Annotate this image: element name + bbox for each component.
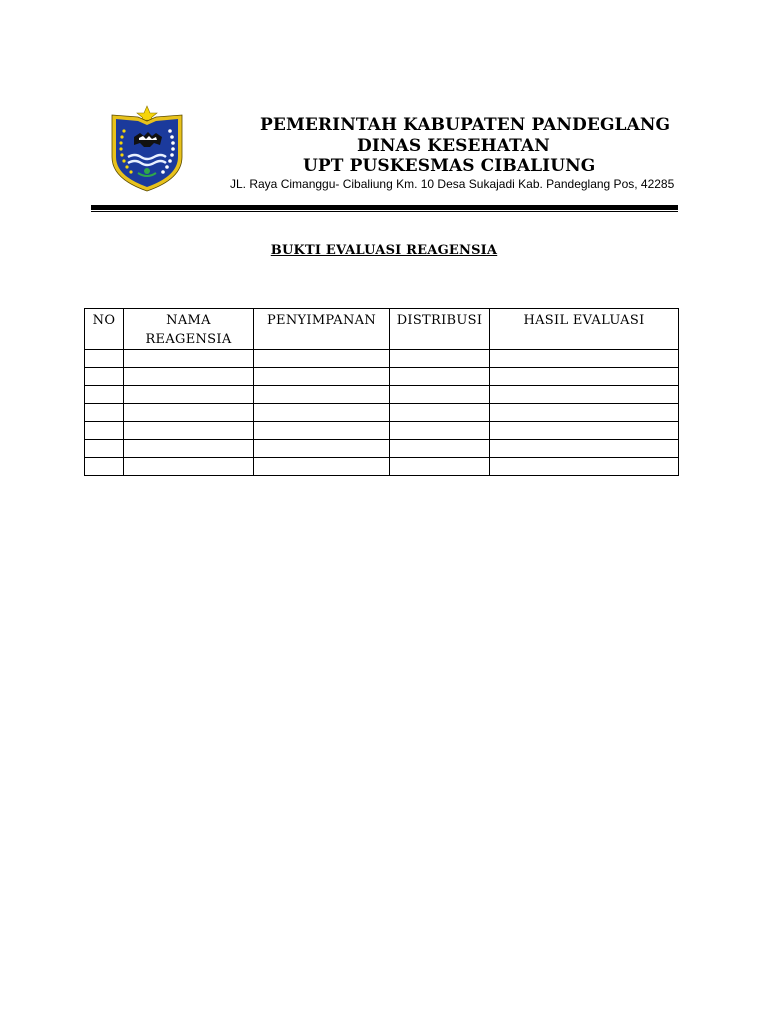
table-row [85, 386, 679, 404]
cell-distribusi [390, 440, 490, 458]
reagent-evaluation-table [84, 308, 679, 476]
cell-distribusi [390, 458, 490, 476]
table-row [85, 368, 679, 386]
header-penyimpanan: PENYIMPANAN [254, 309, 390, 350]
cell-distribusi [390, 404, 490, 422]
cell-hasil-evaluasi [490, 458, 679, 476]
table-row [85, 458, 679, 476]
cell-distribusi [390, 422, 490, 440]
cell-hasil-evaluasi [490, 440, 679, 458]
cell-distribusi [390, 368, 490, 386]
regency-emblem-icon [108, 105, 186, 193]
letterhead-divider [91, 205, 678, 210]
header-distribusi: DISTRIBUSI [390, 309, 490, 350]
table-row [85, 440, 679, 458]
cell-no [85, 422, 124, 440]
cell-no [85, 368, 124, 386]
table-row [85, 350, 679, 368]
document-title: BUKTI EVALUASI REAGENSIA [270, 243, 498, 258]
cell-nama-reagensia [124, 368, 254, 386]
cell-penyimpanan [254, 368, 390, 386]
cell-penyimpanan [254, 386, 390, 404]
cell-distribusi [390, 350, 490, 368]
cell-no [85, 458, 124, 476]
cell-hasil-evaluasi [490, 422, 679, 440]
header-hasil-evaluasi: HASIL EVALUASI [490, 309, 679, 350]
cell-penyimpanan [254, 422, 390, 440]
cell-nama-reagensia [124, 440, 254, 458]
header-nama-reagensia: NAMA REAGENSIA [124, 309, 254, 350]
cell-hasil-evaluasi [490, 368, 679, 386]
unit-name: UPT PUSKESMAS CIBALIUNG [303, 156, 596, 176]
cell-nama-reagensia [124, 404, 254, 422]
table-row [85, 422, 679, 440]
cell-no [85, 404, 124, 422]
cell-penyimpanan [254, 440, 390, 458]
government-name: PEMERINTAH KABUPATEN PANDEGLANG [260, 115, 671, 135]
header-no: NO [85, 309, 124, 350]
department-name: DINAS KESEHATAN [357, 136, 550, 156]
cell-no [85, 386, 124, 404]
cell-hasil-evaluasi [490, 350, 679, 368]
cell-no [85, 440, 124, 458]
cell-nama-reagensia [124, 422, 254, 440]
cell-nama-reagensia [124, 350, 254, 368]
cell-distribusi [390, 386, 490, 404]
table-header-row [85, 309, 679, 350]
table-row [85, 404, 679, 422]
cell-no [85, 350, 124, 368]
cell-nama-reagensia [124, 386, 254, 404]
letterhead-divider-thin [91, 211, 678, 212]
institution-address: JL. Raya Cimanggu- Cibaliung Km. 10 Desa Sukajadi Kab. Pandeglang Pos, 42285 [230, 177, 675, 191]
table-body [85, 350, 679, 476]
cell-hasil-evaluasi [490, 404, 679, 422]
cell-penyimpanan [254, 458, 390, 476]
cell-nama-reagensia [124, 458, 254, 476]
cell-penyimpanan [254, 350, 390, 368]
cell-hasil-evaluasi [490, 386, 679, 404]
cell-penyimpanan [254, 404, 390, 422]
